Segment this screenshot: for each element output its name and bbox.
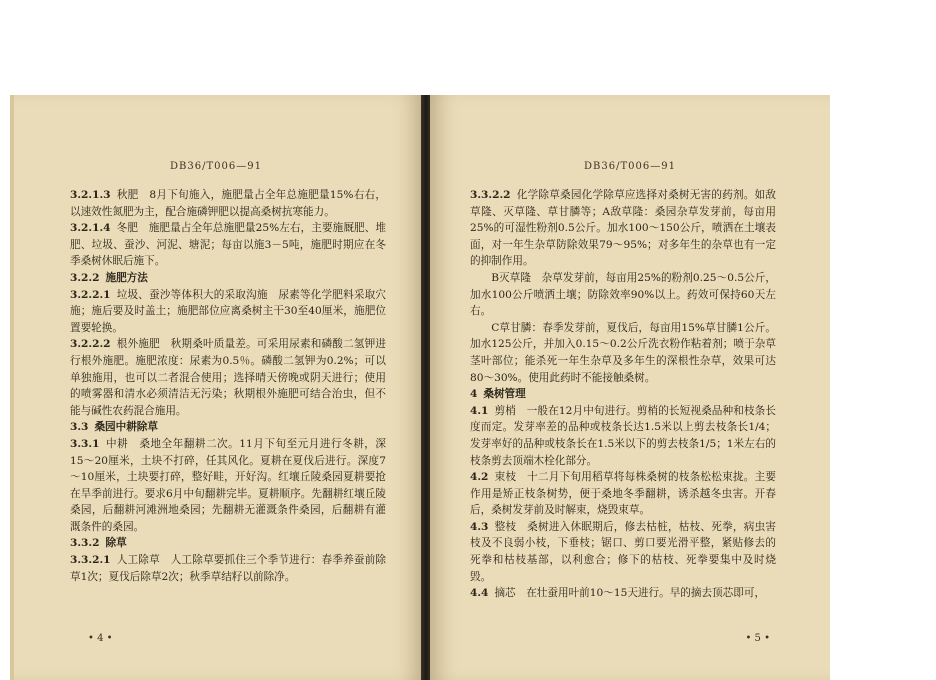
paragraph [470, 403, 776, 469]
section-number: 3.3.1 [70, 437, 100, 450]
section-number: 3.3.2 [70, 537, 100, 550]
paragraph-text: 垃圾、蚕沙等体积大的采取沟施 尿素等化学肥料采取穴施；施后要及时盖土；施肥部位应离桑树主干30至40厘米，施肥位置要轮换。 [70, 288, 386, 334]
paragraph-text: B灭草隆 杂草发芽前，每亩用25%的粉剂0.25～0.5公斤，加水100公斤喷洒土壤；防除效率90%以上。药效可保持60天左右。 [470, 271, 776, 318]
paragraph-text: 桑园中耕除草 [94, 421, 158, 434]
section-heading [70, 535, 386, 552]
paragraph [70, 552, 386, 585]
page-body [470, 187, 776, 602]
paragraph [470, 320, 776, 386]
paragraph [470, 469, 776, 519]
paragraph-text: 束枝 十二月下旬用稻草将每株桑树的枝条松松束拢。主要作用是矫正枝条树势，便于桑地冬季翻耕，诱杀越冬虫害。开春后，桑树发芽前及时解束，烧毁束草。 [470, 471, 776, 517]
section-heading [70, 270, 386, 287]
section-number: 4.4 [470, 587, 489, 600]
section-heading [70, 419, 386, 436]
section-number: 3.3.2.1 [70, 554, 111, 567]
left-page [10, 95, 422, 680]
paragraph [70, 287, 386, 337]
paragraph [70, 187, 386, 220]
paragraph-text: 秋肥 8月下旬施入，施肥量占全年总施肥量15%右右，以速效性氮肥为主，配合施磷钾肥以提高桑树抗寒能力。 [70, 189, 386, 218]
paragraph-text: 化学除草桑园化学除草应选择对桑树无害的药剂。如敌草隆、灭草隆、草甘膦等；A敌草隆：桑园杂草发芽前，每亩用25%的可湿性粉剂0.5公斤。加水100～150公斤，喷洒在土壤表面，对一年生杂草防除效果79～95%；对多年生的杂草也有一定的抑制作用。 [470, 189, 776, 268]
section-heading [470, 386, 776, 403]
paragraph-text: 根外施肥 秋期桑叶质量差。可采用尿素和磷酸二氢钾进行根外施肥。施肥浓度：尿素为0.5％。磷酸二氢钾为0.2%；可以单独施用，也可以二者混合使用；选择晴天傍晚或阴天进行；使用的喷雾器和清水必须清洁无污染；秋期根外施肥可结合治虫，但不能与碱性农药混合施用。 [70, 338, 386, 417]
section-number: 4.3 [470, 520, 489, 533]
section-number: 4 [470, 388, 478, 401]
paragraph [470, 187, 776, 270]
page-header: DB36/T006—91 [170, 161, 262, 172]
paragraph-text: C草甘膦：春季发芽前，夏伐后，每亩用15%草甘膦1公斤。加水125公斤，并加入0.15～0.2公斤洗衣粉作粘着剂；喷于杂草茎叶部位；能杀死一年生杂草及多年生的深根性杂草，效果可达80～30%。使用此药时不能接触桑树。 [470, 321, 776, 384]
section-number: 4.2 [470, 471, 489, 484]
paragraph-text: 桑树管理 [483, 388, 526, 401]
section-number: 3.3 [70, 421, 89, 434]
page-header: DB36/T006—91 [584, 161, 676, 172]
section-number: 4.1 [470, 404, 489, 417]
paragraph [470, 585, 776, 602]
page-edge [10, 95, 14, 680]
section-number: 3.3.2.2 [470, 189, 511, 201]
section-number: 3.2.2.1 [70, 288, 111, 301]
paragraph-text: 施肥方法 [105, 271, 148, 284]
page-number: • 4 • [88, 633, 113, 644]
paragraph [70, 336, 386, 419]
section-number: 3.2.1.4 [70, 222, 111, 235]
paragraph [470, 519, 776, 585]
paragraph-text: 摘芯 在壮蚕用叶前10～15天进行。早的摘去顶芯即可， [494, 587, 766, 600]
section-number: 3.2.1.3 [70, 189, 111, 201]
paragraph [70, 220, 386, 270]
paragraph-text: 整枝 桑树进入休眠期后，修去枯桩，枯枝、死拳，病虫害枝及不良弱小枝，下垂枝；锯口、剪口要光滑平整，紧贴修去的死拳和枯枝基部，以利愈合；修下的枯枝、死拳要集中及时烧毁。 [470, 520, 776, 583]
paragraph-text: 中耕 桑地全年翻耕二次。11月下旬至元月进行冬耕，深15～20厘米，土块不打碎，任其风化。夏耕在夏伐后进行。深度7～10厘米，土块要打碎，整好畦，开好沟。红壤丘陵桑园夏耕要抢在旱季前进行。要求6月中旬翻耕完毕。夏耕顺序。先翻耕红壤丘陵桑园，后翻耕河滩洲地桑园；先翻耕无灌溉条件桑园，后翻耕有灌溉条件的桑园。 [70, 437, 386, 533]
paragraph-text: 冬肥 施肥量占全年总施肥量25%左右，主要施厩肥、堆肥、垃圾、蚕沙、河泥、塘泥；每亩以施3－5吨，施肥时期应在冬季桑树休眠后施下。 [70, 222, 386, 268]
page-body [70, 187, 386, 585]
paragraph [70, 436, 386, 536]
page-number: • 5 • [745, 633, 770, 644]
right-page [430, 95, 830, 680]
paragraph-text: 剪梢 一般在12月中旬进行。剪梢的长短视桑品种和枝条长度而定。发芽率差的品种或枝条长达1.5米以上剪去枝条长1/4；发芽率好的品种或枝条长在1.5米以下的剪去枝条1/5；1米左右的枝条剪去顶端木栓化部分。 [470, 404, 776, 467]
paragraph-text: 除草 [105, 537, 127, 550]
section-number: 3.2.2 [70, 271, 100, 284]
section-number: 3.2.2.2 [70, 338, 111, 351]
paragraph-text: 人工除草 人工除草要抓住三个季节进行：春季养蚕前除草1次；夏伐后除草2次；秋季草结籽以前除净。 [70, 554, 386, 583]
paragraph [470, 270, 776, 320]
